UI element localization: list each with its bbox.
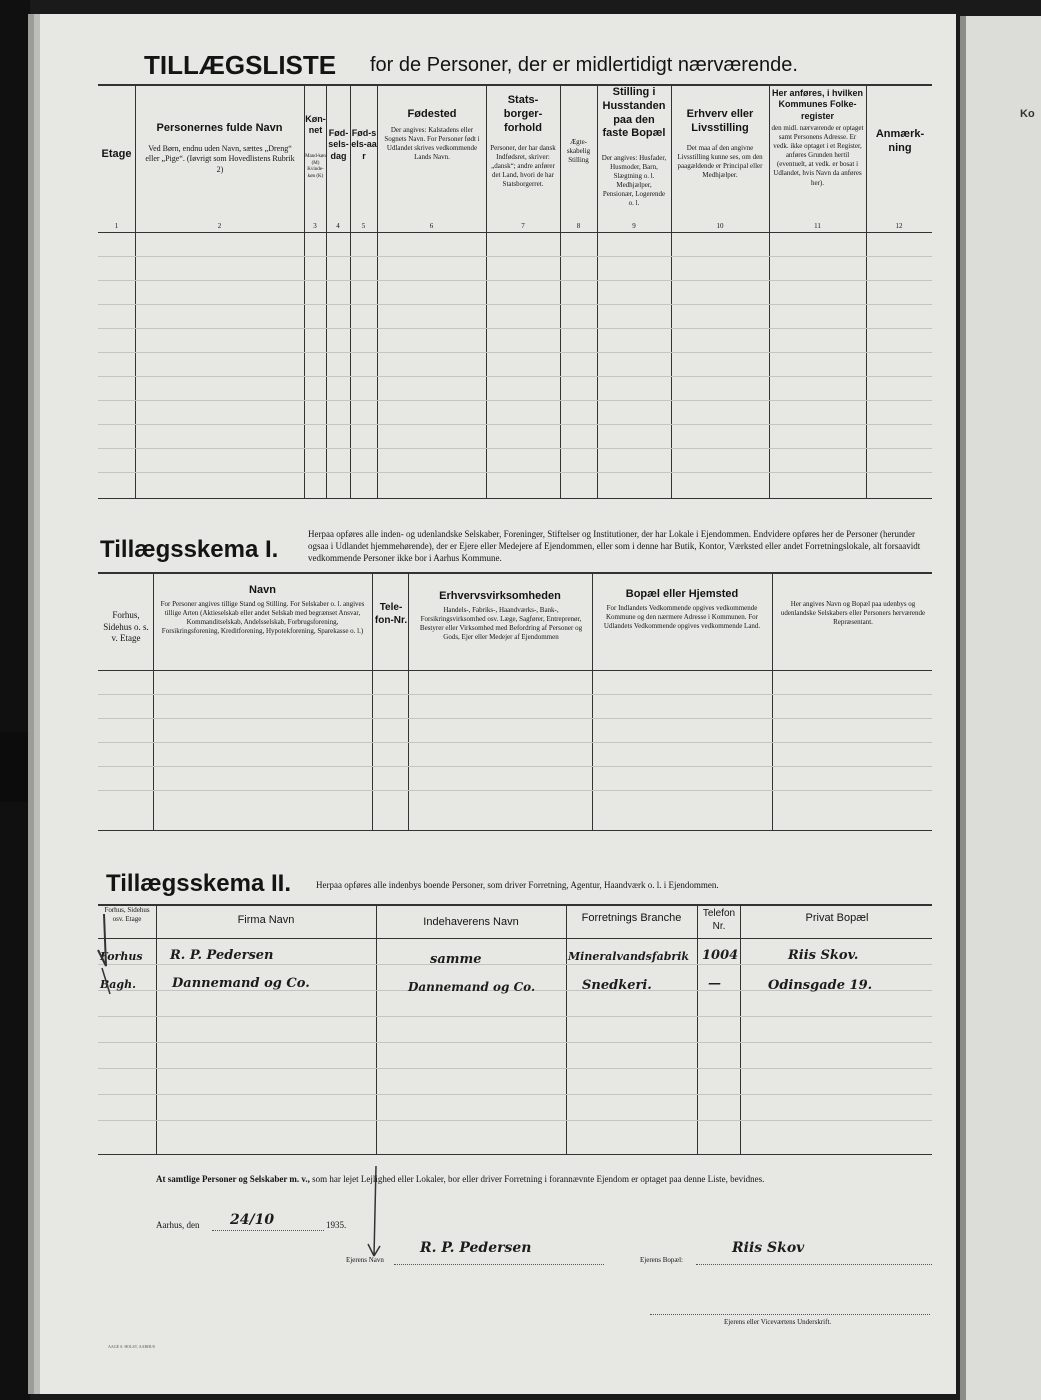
s2-row1-firm: R. P. Pedersen	[170, 948, 274, 963]
scan-edge	[0, 0, 30, 1400]
s1-col-phone-header: Tele-fon-Nr.	[374, 602, 408, 626]
s2-row2-address: Odinsgade 19.	[768, 978, 873, 993]
col-sex-note: Mand-køn (M) Kvinde-køn (K)	[305, 154, 326, 179]
schema2-intro: Herpaa opføres alle indenbys boende Personer, som driver Forretning, Agentur, Haandværk o. l. i Ejendommen.	[316, 880, 719, 890]
col-num: 10	[716, 222, 724, 230]
declaration-rest: som har lejet Lejlighed eller Lokaler, bor eller driver Forretning i forannævnte Ejendom er optaget paa denne Liste, bevidnes.	[312, 1174, 765, 1184]
col-num: 6	[429, 222, 434, 230]
col-num: 8	[576, 222, 581, 230]
col-birthplace-note: Der angives: Kalstadens eller Sognets Navn. For Personer født i Udlandet skrives vedkommende Lands Navn.	[384, 126, 480, 162]
pencil-line	[366, 1164, 386, 1274]
col-num: 1	[114, 222, 119, 230]
form-page	[40, 14, 956, 1394]
owner-address-handwritten: Riis Skov	[732, 1240, 805, 1256]
city-label: Aarhus, den	[156, 1220, 200, 1230]
year: 1935.	[326, 1220, 347, 1230]
s1-col-residence-note: For Indlandets Vedkommende opgives vedkommende Kommune og den nærmere Adresse i Kommunen. For Udlandets Vedkommende opgives vedkommende Land.	[603, 604, 761, 631]
col-remarks-header: Anmærk-ning	[875, 128, 925, 154]
col-register-note: den midl. nærværende er optaget samt Personens Adresse. Er vedk. ikke optaget i et Register, anføres Grunden hertil (eventuelt, at vedk. er bosat i Udlandet, hvis Navn da anføres her).	[771, 124, 864, 187]
s2-col-firm: Firma Navn	[237, 914, 295, 926]
date-handwritten: 24/10	[230, 1212, 275, 1228]
col-household-note: Der angives: Husfader, Husmoder, Barn, Slægtning o. l. Medhjælper, Pensionær, Logerende o. l.	[601, 154, 667, 208]
s1-col-etage: Forhus, Sidehus o. s. v. Etage	[103, 610, 149, 644]
col-birthday-header: Fød-sels-dag	[328, 128, 349, 161]
col-num: 7	[521, 222, 525, 230]
col-register-header: Her anføres, i hvilken Kommunes Folke-register	[771, 88, 864, 121]
s2-row2-etage: Bagh.	[100, 978, 136, 991]
col-occupation-header: Erhverv eller Livsstilling	[686, 108, 754, 134]
s1-col-business-header: Erhvervsvirksomheden	[439, 590, 561, 602]
s2-row2-owner: Dannemand og Co.	[408, 980, 536, 994]
s2-col-address: Privat Bopæl	[805, 912, 869, 924]
s1-col-name-header: Navn	[249, 584, 276, 596]
col-num: 9	[632, 222, 636, 230]
printer-imprint: AAGE S. HOLST, AARHUS	[108, 1344, 156, 1349]
col-marital-header: Ægte-skabelig Stilling	[566, 138, 591, 165]
s2-row1-phone: 1004	[702, 948, 739, 963]
owner-name-handwritten: R. P. Pedersen	[420, 1240, 532, 1256]
pencil-tick-mark	[92, 906, 132, 996]
declaration-bold: At samtlige Personer og Selskaber m. v.,	[156, 1174, 310, 1184]
col-birthplace-header: Fødested	[407, 108, 457, 120]
s2-row1-address: Riis Skov.	[788, 948, 859, 963]
facing-page-text: Ko	[1020, 108, 1035, 120]
col-num: 11	[814, 222, 821, 230]
owner-name-label: Ejerens Navn	[346, 1256, 384, 1264]
form-subtitle: for de Personer, der er midlertidigt nærværende.	[370, 54, 798, 76]
s1-col-business-note: Handels-, Fabriks-, Haandværks-, Bank-, Forsikringsvirksomhed osv. Læge, Sagfører, Entreprenør, Bestyrer eller Virksomhed med Befordring af Personer og Gods, Ejer eller Medejer af Ejendommen	[419, 606, 583, 642]
col-num: 12	[895, 222, 903, 230]
s1-col-residence-header: Bopæl eller Hjemsted	[625, 588, 739, 600]
s2-col-branch: Forretnings Branche	[581, 912, 682, 924]
s2-row2-firm: Dannemand og Co.	[172, 976, 310, 991]
col-num: 3	[313, 222, 317, 230]
col-citizenship-header: Stats-borger-forhold	[503, 94, 543, 134]
schema2-heading: Tillægsskema II.	[106, 870, 291, 897]
form-title: TILLÆGSLISTE	[144, 50, 337, 80]
s2-col-owner: Indehaverens Navn	[423, 916, 519, 928]
owner-address-label: Ejerens Bopæl:	[640, 1256, 683, 1264]
col-name-note: Ved Børn, endnu uden Navn, sættes „Dreng“ eller „Pige“. (Iøvrigt som Hovedlistens Rubrik 2)	[145, 144, 295, 174]
schema1-heading: Tillægsskema I.	[100, 536, 279, 563]
signature-caption: Ejerens eller Viceværtens Underskrift.	[724, 1318, 832, 1326]
s2-row1-branch: Mineralvandsfabrik	[568, 950, 689, 963]
col-occupation-note: Det maa af den angivne Livsstilling kunne ses, om den paagældende er Principal eller Medhjælper.	[677, 144, 763, 180]
col-num: 2	[217, 222, 222, 230]
col-etage-header: Etage	[101, 148, 132, 160]
s2-row2-branch: Snedkeri.	[582, 978, 652, 993]
col-name-header: Personernes fulde Navn	[156, 122, 283, 134]
col-household-header: Stilling i Husstanden paa den faste Bopæl	[602, 86, 666, 140]
col-birthyear-header: Fød-sels-aar	[351, 128, 377, 161]
col-num: 5	[361, 222, 366, 230]
col-num: 4	[336, 222, 340, 230]
s1-col-representative: Her angives Navn og Bopæl paa udenbys og udenlandske Selskabers eller Personers herværende Repræsentant.	[780, 600, 926, 627]
schema1-intro: Herpaa opføres alle inden- og udenlandske Selskaber, Foreninger, Stiftelser og Institutioner, der har Lokale i Ejendommen. Endvidere opføres her de Personer (herunder ogsaa i Udlandet hjemmehørende), der er Ejere eller Medejere af Ejendommen, eller som i denne har Butik, Kontor, Værksted eller andet Forretningslokale, alt forsaavidt vedkommende Personer ikke bor i Aarhus Kommune.	[308, 529, 921, 564]
col-citizenship-note: Personer, der har dansk Indfødsret, skriver: „dansk“; andre anfører det Land, hvori de har Statsborgerret.	[490, 144, 556, 189]
s2-row1-etage: Forhus	[100, 950, 143, 963]
s2-col-phone: Telefon Nr.	[702, 908, 736, 932]
s2-row2-phone: —	[708, 976, 721, 991]
facing-page	[960, 16, 1041, 1400]
declaration	[156, 1174, 764, 1184]
col-sex-header: Køn-net	[305, 114, 326, 136]
s1-col-name-note: For Personer angives tillige Stand og Stilling. For Selskaber o. l. angives tillige Arten (Aktieselskab eller andet Selskab med begrænset Ansvar, Kommanditselskab, Andelsselskab, Forbrugsforening, Forsikringsforening, Kreditforening, Hypotekforening, Sparekasse o. l.)	[160, 600, 365, 636]
s2-col-etage: Forhus, Sidehus osv. Etage	[104, 906, 150, 924]
s2-row1-owner: samme	[430, 952, 482, 967]
